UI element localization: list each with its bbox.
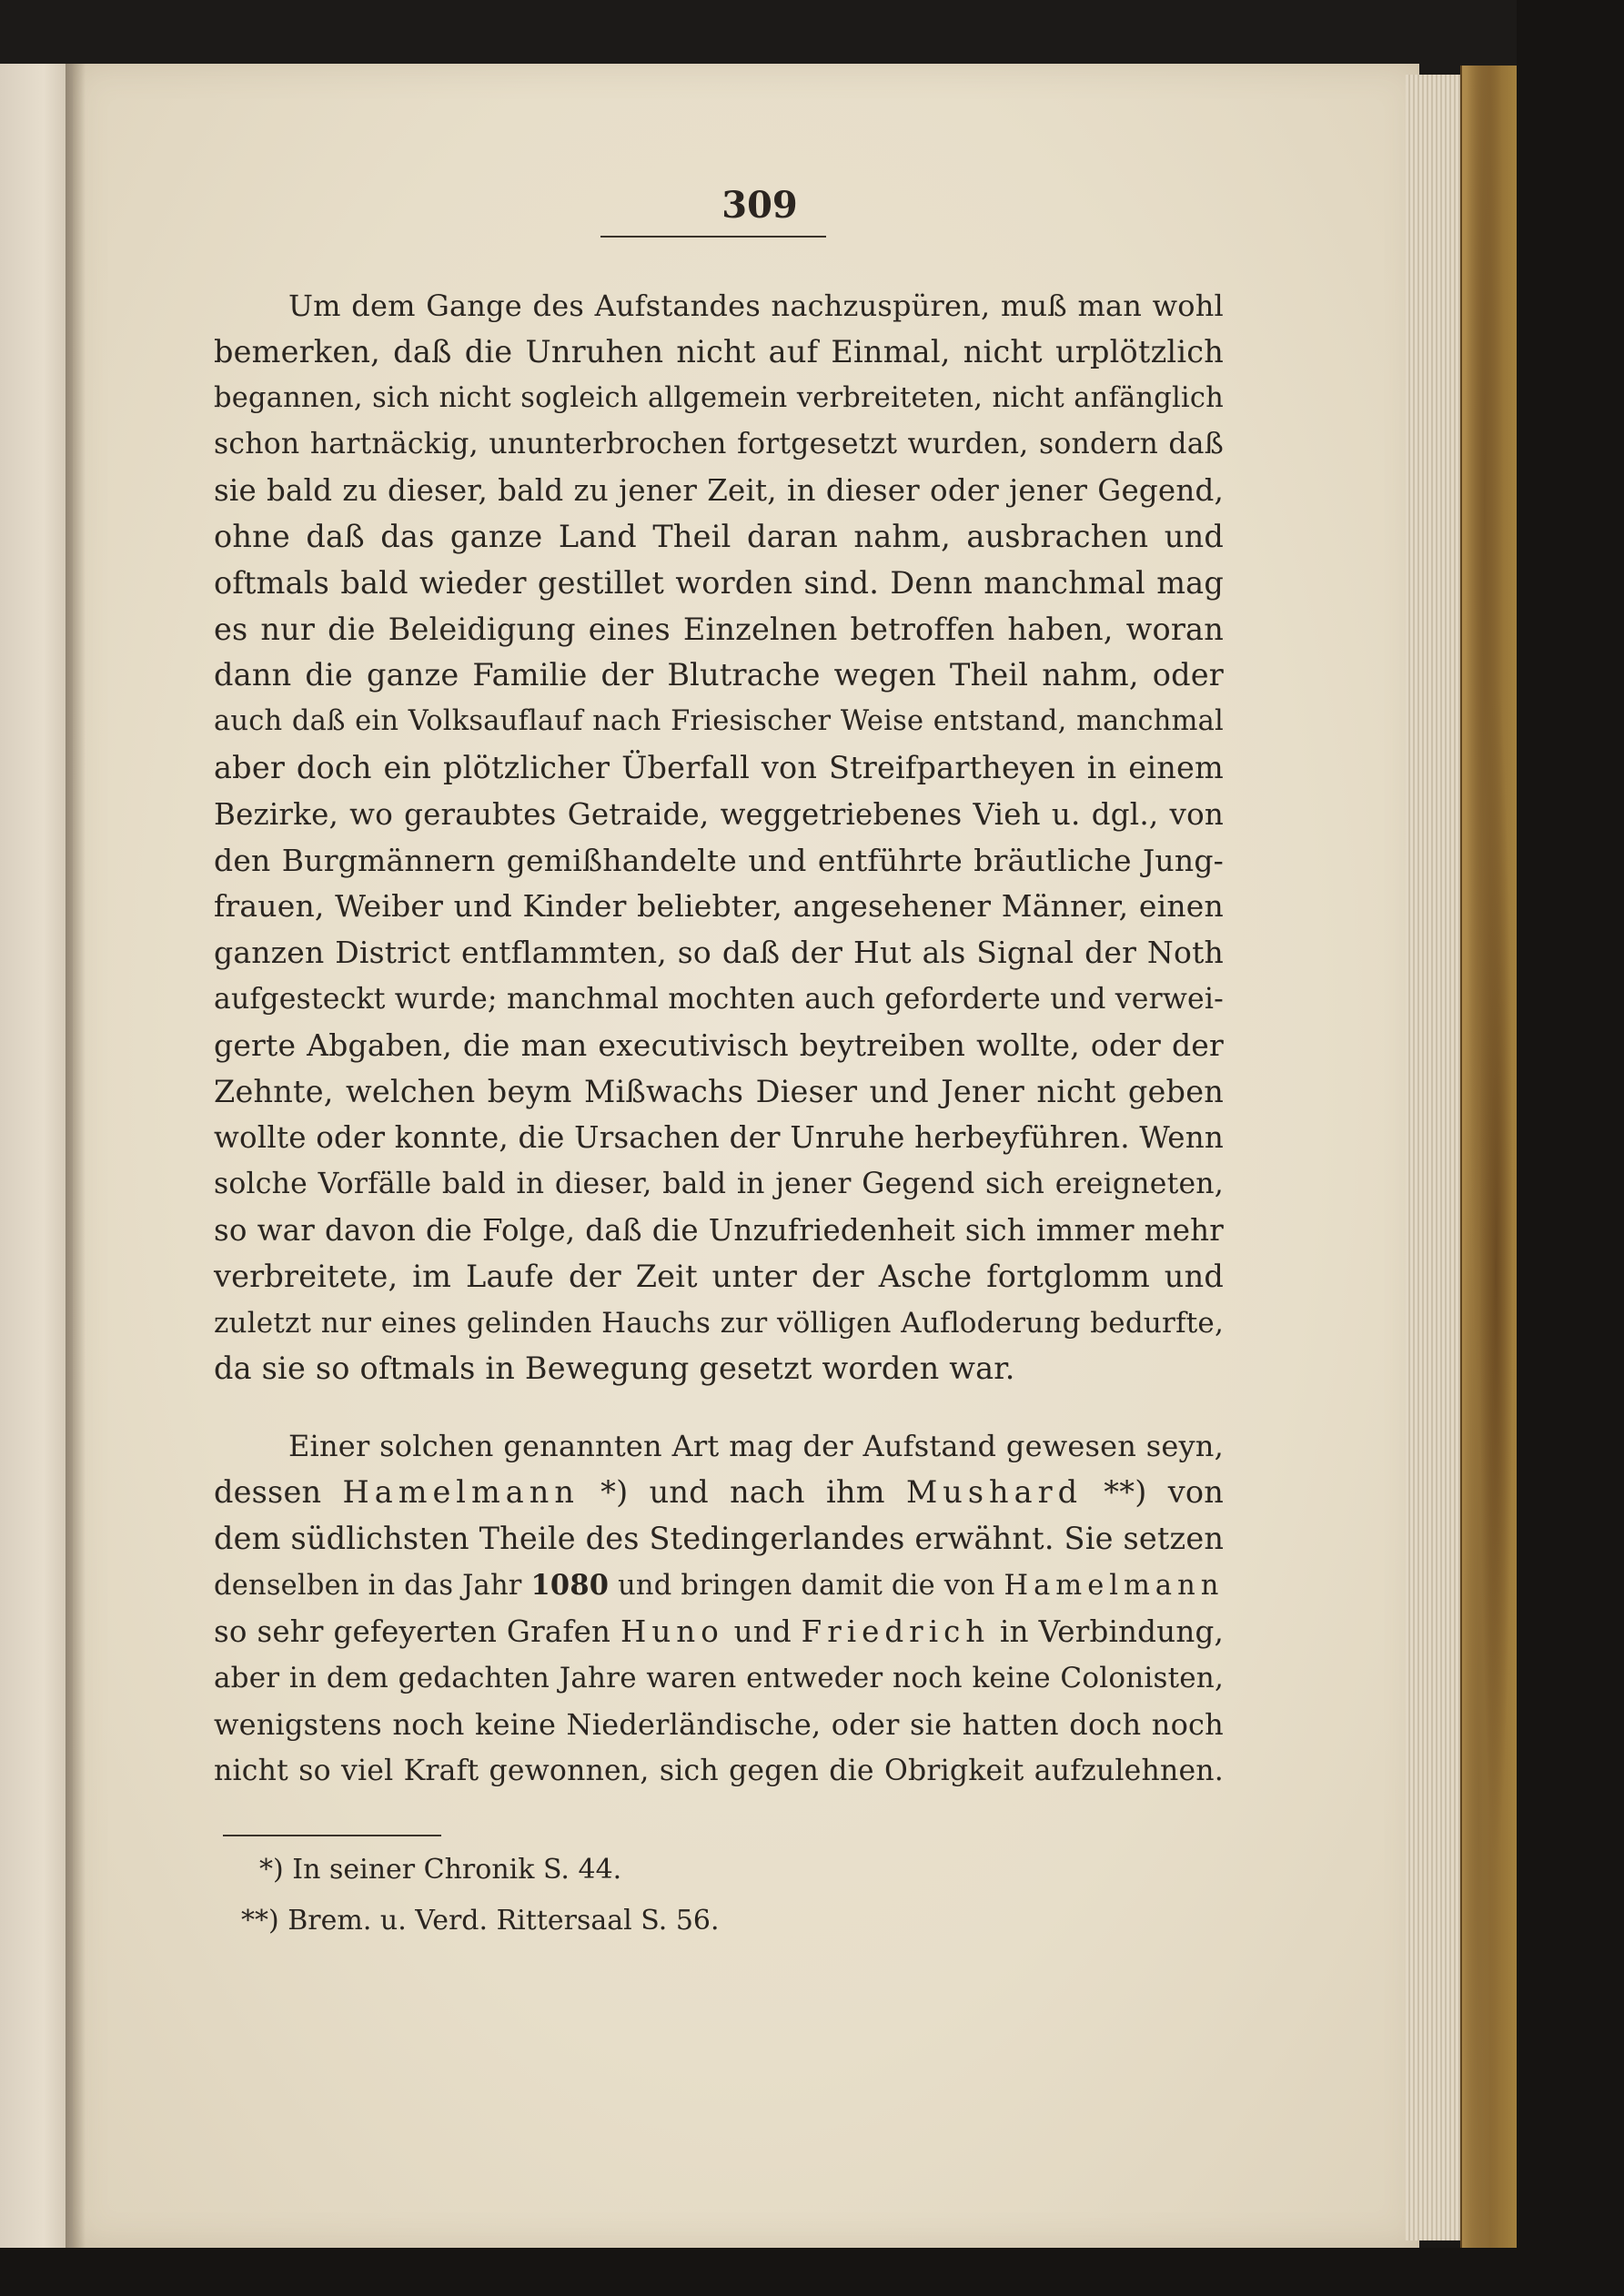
marbled-cover-edge: [1460, 66, 1518, 2250]
scan-backdrop-bottom: [0, 2248, 1624, 2296]
paragraph-line: auch daß ein Volksauflauf nach Friesischer Weise entstand, manchmal: [214, 705, 1224, 738]
paragraph-line: es nur die Beleidigung eines Einzelnen betroffen haben, woran: [214, 611, 1224, 647]
paragraph-line: ganzen District entflammten, so daß der Hut als Signal der Noth: [214, 935, 1224, 971]
paragraph-line: [214, 1470, 1224, 1516]
paragraph-line: dann die ganze Familie der Blutrache wegen Theil nahm, oder: [214, 657, 1224, 693]
paragraph-line: [214, 1563, 1224, 1610]
paragraph-line: zuletzt nur eines gelinden Hauchs zur völligen Aufloderung bedurfte,: [214, 1306, 1224, 1340]
paragraph-line: den Burgmännern gemißhandelte und entführte bräutliche Jung-: [214, 842, 1224, 878]
text-run: und bringen damit die von: [609, 1569, 1004, 1602]
paragraph-1: [214, 283, 1224, 1392]
footnote-rule: [223, 1835, 441, 1836]
person-name-hamelmann: Hamelmann: [342, 1473, 580, 1510]
footnote-1: *) In seiner Chronik S. 44.: [259, 1853, 622, 1886]
text-run: **) von: [1083, 1473, 1225, 1510]
paragraph-line: Um dem Gange des Aufstandes nachzuspüren, muß man wohl: [288, 288, 1224, 323]
paragraph-line: aber doch ein plötzlicher Überfall von Streifpartheyen in einem: [214, 749, 1224, 785]
person-name-friedrich: Friedrich: [801, 1614, 991, 1650]
person-name-mushard: Mushard: [905, 1473, 1084, 1510]
paragraph-line: [214, 1609, 1224, 1655]
paragraph-line: ohne daß das ganze Land Theil daran nahm, ausbrachen und: [214, 518, 1224, 554]
text-run: und: [723, 1614, 802, 1650]
text-run: dessen: [214, 1473, 343, 1510]
gutter-shadow: [66, 64, 86, 2248]
paragraph-line: sie bald zu dieser, bald zu jener Zeit, in dieser oder jener Gegend,: [214, 473, 1224, 509]
footnote-2: **) Brem. u. Verd. Rittersaal S. 56.: [241, 1904, 720, 1937]
page-content: [214, 173, 1224, 1944]
person-name-hamelmann: Hamelmann: [1004, 1569, 1225, 1602]
text-run: *) und nach ihm: [579, 1473, 906, 1510]
paragraph-line: da sie so oftmals in Bewegung gesetzt worden war.: [214, 1350, 1015, 1387]
person-name-huno: Huno: [620, 1614, 724, 1650]
scan-backdrop-right: [1517, 0, 1624, 2296]
paragraph-line: aber in dem gedachten Jahre waren entweder noch keine Colonisten,: [214, 1662, 1224, 1695]
paragraph-line: Einer solchen genannten Art mag der Aufstand gewesen seyn,: [288, 1429, 1224, 1464]
paragraph-line: schon hartnäckig, ununterbrochen fortgesetzt wurden, sondern daß: [214, 428, 1224, 461]
paragraph-line: begannen, sich nicht sogleich allgemein verbreiteten, nicht anfänglich: [214, 381, 1224, 414]
paragraph-line: aufgesteckt wurde; manchmal mochten auch geforderte und verwei-: [214, 982, 1224, 1016]
paragraph-line: verbreitete, im Laufe der Zeit unter der Asche fortglomm und: [214, 1258, 1224, 1294]
paragraph-line: Bezirke, wo geraubtes Getraide, weggetriebenes Vieh u. dgl., von: [214, 796, 1224, 832]
paragraph-line: gerte Abgaben, die man executivisch beytreiben wollte, oder der: [214, 1027, 1224, 1063]
verso-page-edge: [0, 64, 75, 2248]
paragraph-line: oftmals bald wieder gestillet worden sind. Denn manchmal mag: [214, 564, 1224, 601]
page-number: 309: [721, 184, 798, 227]
paragraph-line: frauen, Weiber und Kinder beliebter, angesehener Männer, einen: [214, 888, 1224, 925]
paragraph-line: solche Vorfälle bald in dieser, bald in jener Gegend sich ereigneten,: [214, 1168, 1224, 1201]
paragraph-line: so war davon die Folge, daß die Unzufriedenheit sich immer mehr: [214, 1212, 1224, 1248]
paragraph-2: [214, 1423, 1224, 1794]
paragraph-line: wollte oder konnte, die Ursachen der Unruhe herbeyführen. Wenn: [214, 1120, 1224, 1156]
paragraph-line: dem südlichsten Theile des Stedingerlandes erwähnt. Sie setzen: [214, 1520, 1225, 1556]
text-run: so sehr gefeyerten Grafen: [214, 1614, 620, 1650]
scan-backdrop: [0, 0, 1624, 73]
text-run: denselben in das Jahr: [214, 1569, 531, 1602]
header-rule: [600, 236, 826, 238]
paragraph-line: nicht so viel Kraft gewonnen, sich gegen die Obrigkeit aufzulehnen.: [214, 1754, 1224, 1787]
paragraph-line: Zehnte, welchen beym Mißwachs Dieser und Jener nicht geben: [214, 1073, 1224, 1109]
paragraph-line: bemerken, daß die Unruhen nicht auf Einmal, nicht urplötzlich: [214, 333, 1224, 369]
paragraph-line: wenigstens noch keine Niederländische, oder sie hatten doch noch: [214, 1706, 1224, 1742]
year: 1080: [530, 1568, 610, 1602]
text-run: in Verbindung,: [990, 1614, 1224, 1650]
